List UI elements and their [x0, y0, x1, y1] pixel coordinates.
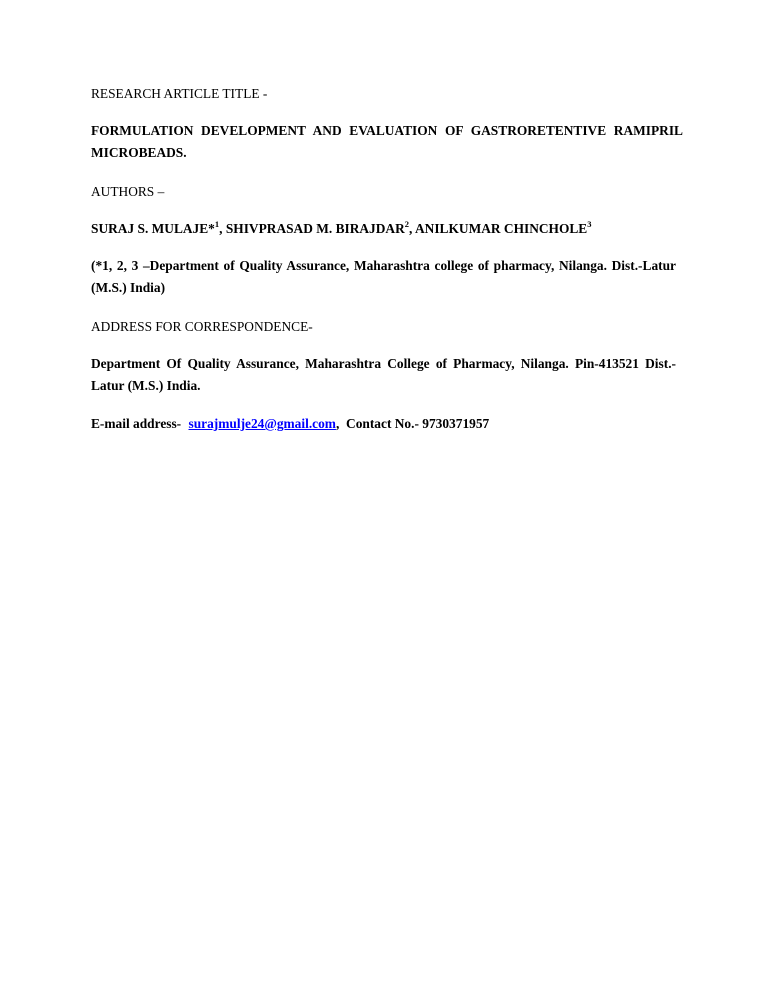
author-3 — [415, 221, 591, 236]
author-1 — [91, 221, 226, 236]
authors-label: AUTHORS – — [91, 184, 165, 199]
author-name: ANILKUMAR CHINCHOLE — [415, 221, 588, 236]
authors-line — [91, 218, 691, 240]
affiliation: (*1, 2, 3 –Department of Quality Assurance, Maharashtra college of pharmacy, Nilanga. Dist.-Latur (M.S.) India) — [91, 258, 676, 295]
contact-line — [91, 413, 676, 435]
author-superscript: 3 — [587, 219, 592, 229]
article-title: FORMULATION DEVELOPMENT AND EVALUATION OF GASTRORETENTIVE RAMIPRIL MICROBEADS. — [91, 123, 683, 160]
author-superscript: 2 — [404, 219, 410, 229]
author-name: SURAJ S. MULAJE* — [91, 221, 215, 236]
correspondence-label: ADDRESS FOR CORRESPONDENCE- — [91, 319, 313, 334]
author-superscript: 1 — [214, 219, 220, 229]
contact-number: Contact No.- 9730371957 — [346, 416, 490, 431]
author-2 — [226, 221, 415, 236]
email-label: E-mail address- — [91, 416, 185, 431]
email-comma: , — [335, 416, 340, 431]
author-separator: , — [409, 221, 415, 236]
author-name: SHIVPRASAD M. BIRAJDAR — [225, 221, 405, 236]
correspondence-address: Department Of Quality Assurance, Maharashtra College of Pharmacy, Nilanga. Pin-413521 Dist.- Latur (M.S.) India. — [91, 356, 676, 393]
email-link[interactable]: surajmulje24@gmail.com — [188, 416, 336, 431]
author-separator: , — [219, 221, 226, 236]
title-label: RESEARCH ARTICLE TITLE - — [91, 86, 268, 101]
